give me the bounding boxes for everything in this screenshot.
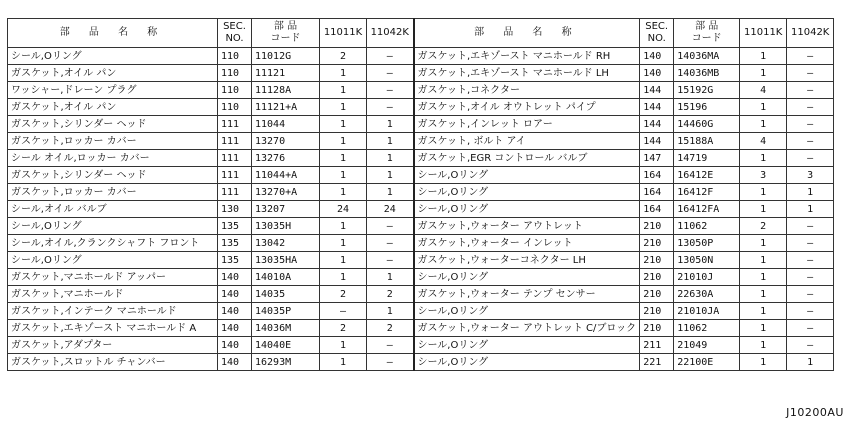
right-part-code: 13050N: [674, 252, 740, 269]
table-row: [8, 184, 834, 201]
left-sec-no: 140: [218, 303, 252, 320]
left-sec-no: 135: [218, 252, 252, 269]
left-part-name: ガスケット,アダプター: [8, 337, 218, 354]
table-row: [8, 252, 834, 269]
header-row: [8, 19, 834, 48]
right-part-code: 16412F: [674, 184, 740, 201]
table-row: [8, 167, 834, 184]
table-row: [8, 235, 834, 252]
right-qty-11011k: 3: [740, 167, 787, 184]
right-part-name: シール,Oリング: [414, 303, 640, 320]
right-part-name: ガスケット,エキゾースト マニホールド RH: [414, 48, 640, 65]
right-qty-11042k: –: [787, 235, 834, 252]
table-row: [8, 133, 834, 150]
right-qty-11042k: –: [787, 303, 834, 320]
right-part-code: 14719: [674, 150, 740, 167]
left-qty-11011k: 1: [320, 337, 367, 354]
parts-sheet: [7, 18, 834, 371]
right-qty-11042k: 1: [787, 184, 834, 201]
left-sec-no: 140: [218, 354, 252, 371]
right-qty-11011k: 1: [740, 269, 787, 286]
right-qty-11042k: –: [787, 252, 834, 269]
left-sec-no: 111: [218, 150, 252, 167]
left-part-name: ガスケット,マニホールド アッパー: [8, 269, 218, 286]
right-sec-no: 144: [640, 82, 674, 99]
left-part-code: 14035: [252, 286, 320, 303]
table-row: [8, 269, 834, 286]
left-part-name: シール,オイル バルブ: [8, 201, 218, 218]
header-part-code-right: 部 品 コード: [674, 19, 740, 48]
parts-table: [7, 18, 834, 371]
left-qty-11042k: –: [367, 99, 414, 116]
right-qty-11011k: 1: [740, 48, 787, 65]
left-qty-11011k: 1: [320, 82, 367, 99]
right-sec-no: 144: [640, 133, 674, 150]
right-qty-11011k: 1: [740, 252, 787, 269]
drawing-code: J10200AU: [786, 406, 844, 419]
right-qty-11042k: –: [787, 48, 834, 65]
right-sec-no: 210: [640, 218, 674, 235]
left-part-code: 13270+A: [252, 184, 320, 201]
right-qty-11042k: –: [787, 65, 834, 82]
right-part-code: 16412FA: [674, 201, 740, 218]
right-qty-11011k: 1: [740, 116, 787, 133]
right-qty-11011k: 1: [740, 201, 787, 218]
left-qty-11011k: 1: [320, 133, 367, 150]
right-sec-no: 164: [640, 184, 674, 201]
left-sec-no: 140: [218, 337, 252, 354]
right-sec-no: 140: [640, 48, 674, 65]
table-row: [8, 337, 834, 354]
left-part-name: ガスケット,オイル パン: [8, 65, 218, 82]
right-qty-11011k: 1: [740, 354, 787, 371]
left-qty-11011k: 1: [320, 269, 367, 286]
left-part-name: シール オイル,ロッカー カバー: [8, 150, 218, 167]
left-qty-11011k: 1: [320, 184, 367, 201]
right-qty-11011k: 2: [740, 218, 787, 235]
header-part-name: 部 品 名 称: [8, 19, 218, 48]
right-qty-11042k: –: [787, 82, 834, 99]
left-sec-no: 110: [218, 99, 252, 116]
left-sec-no: 111: [218, 184, 252, 201]
right-sec-no: 210: [640, 303, 674, 320]
left-qty-11042k: –: [367, 65, 414, 82]
right-sec-no: 164: [640, 201, 674, 218]
table-row: [8, 303, 834, 320]
left-part-code: 14010A: [252, 269, 320, 286]
left-part-code: 13276: [252, 150, 320, 167]
left-qty-11011k: 1: [320, 354, 367, 371]
left-sec-no: 140: [218, 320, 252, 337]
left-qty-11042k: 1: [367, 269, 414, 286]
left-qty-11042k: –: [367, 235, 414, 252]
right-part-name: ガスケット,EGR コントロール バルブ: [414, 150, 640, 167]
left-qty-11042k: –: [367, 252, 414, 269]
right-part-code: 11062: [674, 320, 740, 337]
left-part-code: 11121+A: [252, 99, 320, 116]
right-sec-no: 211: [640, 337, 674, 354]
left-qty-11042k: 2: [367, 320, 414, 337]
left-part-code: 14035P: [252, 303, 320, 320]
left-part-code: 16293M: [252, 354, 320, 371]
right-part-name: シール,Oリング: [414, 337, 640, 354]
left-sec-no: 110: [218, 65, 252, 82]
left-qty-11011k: 1: [320, 218, 367, 235]
right-part-name: シール,Oリング: [414, 184, 640, 201]
left-qty-11011k: 1: [320, 252, 367, 269]
left-qty-11042k: 24: [367, 201, 414, 218]
left-part-code: 11012G: [252, 48, 320, 65]
right-part-name: ガスケット,インレット ロアー: [414, 116, 640, 133]
right-qty-11011k: 1: [740, 65, 787, 82]
left-qty-11042k: 1: [367, 167, 414, 184]
left-part-code: 13042: [252, 235, 320, 252]
table-row: [8, 116, 834, 133]
left-sec-no: 111: [218, 167, 252, 184]
right-qty-11042k: –: [787, 116, 834, 133]
left-part-name: ガスケット,エキゾースト マニホールド A: [8, 320, 218, 337]
right-part-name: シール,Oリング: [414, 201, 640, 218]
left-part-name: ガスケット,オイル パン: [8, 99, 218, 116]
left-qty-11042k: –: [367, 337, 414, 354]
left-sec-no: 135: [218, 218, 252, 235]
left-part-name: シール,オイル,クランクシャフト フロント: [8, 235, 218, 252]
header-qty-11042k-right: 11042K: [787, 19, 834, 48]
right-part-code: 14036MB: [674, 65, 740, 82]
table-row: [8, 218, 834, 235]
right-qty-11042k: –: [787, 99, 834, 116]
right-qty-11042k: 1: [787, 201, 834, 218]
header-part-name-right: 部 品 名 称: [414, 19, 640, 48]
right-part-name: シール,Oリング: [414, 167, 640, 184]
right-part-code: 15196: [674, 99, 740, 116]
right-qty-11042k: –: [787, 133, 834, 150]
header-qty-11042k: 11042K: [367, 19, 414, 48]
right-sec-no: 144: [640, 99, 674, 116]
left-sec-no: 110: [218, 82, 252, 99]
left-qty-11011k: 2: [320, 320, 367, 337]
right-part-code: 16412E: [674, 167, 740, 184]
left-part-name: ワッシャー,ドレーン プラグ: [8, 82, 218, 99]
left-qty-11011k: 1: [320, 99, 367, 116]
right-part-code: 11062: [674, 218, 740, 235]
left-part-name: ガスケット,ロッカー カバー: [8, 133, 218, 150]
right-qty-11011k: 4: [740, 82, 787, 99]
right-qty-11042k: 1: [787, 354, 834, 371]
left-qty-11042k: 1: [367, 303, 414, 320]
right-part-name: シール,Oリング: [414, 354, 640, 371]
left-qty-11042k: 1: [367, 150, 414, 167]
right-part-name: シール,Oリング: [414, 269, 640, 286]
header-qty-11011k: 11011K: [320, 19, 367, 48]
left-part-code: 11128A: [252, 82, 320, 99]
header-part-code: 部 品 コード: [252, 19, 320, 48]
header-sec-no: SEC. NO.: [218, 19, 252, 48]
left-qty-11011k: 24: [320, 201, 367, 218]
right-part-name: ガスケット,ウォーター テンプ センサー: [414, 286, 640, 303]
left-qty-11011k: 2: [320, 48, 367, 65]
table-row: [8, 286, 834, 303]
left-qty-11011k: 1: [320, 65, 367, 82]
left-part-name: ガスケット,インテーク マニホールド: [8, 303, 218, 320]
left-qty-11011k: 1: [320, 150, 367, 167]
left-qty-11011k: –: [320, 303, 367, 320]
left-part-name: ガスケット,ロッカー カバー: [8, 184, 218, 201]
left-qty-11042k: 1: [367, 116, 414, 133]
header-sec-no-right: SEC. NO.: [640, 19, 674, 48]
right-part-name: ガスケット,ウォーター インレット: [414, 235, 640, 252]
left-part-code: 13035H: [252, 218, 320, 235]
left-qty-11042k: 1: [367, 133, 414, 150]
right-sec-no: 147: [640, 150, 674, 167]
right-qty-11011k: 1: [740, 337, 787, 354]
left-qty-11011k: 1: [320, 167, 367, 184]
left-sec-no: 111: [218, 133, 252, 150]
left-part-code: 13207: [252, 201, 320, 218]
right-part-code: 15192G: [674, 82, 740, 99]
right-qty-11042k: –: [787, 218, 834, 235]
right-part-code: 15188A: [674, 133, 740, 150]
left-part-name: ガスケット,マニホールド: [8, 286, 218, 303]
left-sec-no: 111: [218, 116, 252, 133]
right-sec-no: 210: [640, 269, 674, 286]
left-part-code: 13035HA: [252, 252, 320, 269]
table-row: [8, 48, 834, 65]
right-qty-11011k: 1: [740, 150, 787, 167]
left-qty-11042k: –: [367, 48, 414, 65]
table-row: [8, 320, 834, 337]
table-row: [8, 354, 834, 371]
left-part-code: 14040E: [252, 337, 320, 354]
right-part-code: 21010J: [674, 269, 740, 286]
table-row: [8, 99, 834, 116]
left-qty-11042k: –: [367, 82, 414, 99]
right-sec-no: 210: [640, 320, 674, 337]
left-qty-11011k: 1: [320, 235, 367, 252]
right-qty-11011k: 1: [740, 320, 787, 337]
left-qty-11042k: –: [367, 354, 414, 371]
right-part-name: ガスケット,ウォーター アウトレット: [414, 218, 640, 235]
left-sec-no: 135: [218, 235, 252, 252]
left-sec-no: 130: [218, 201, 252, 218]
left-part-name: ガスケット,スロットル チャンバー: [8, 354, 218, 371]
right-qty-11042k: –: [787, 269, 834, 286]
left-qty-11011k: 1: [320, 116, 367, 133]
right-part-code: 22630A: [674, 286, 740, 303]
right-part-name: ガスケット,エキゾースト マニホールド LH: [414, 65, 640, 82]
right-sec-no: 144: [640, 116, 674, 133]
left-part-name: シール,Oリング: [8, 252, 218, 269]
right-part-code: 13050P: [674, 235, 740, 252]
right-qty-11011k: 1: [740, 184, 787, 201]
right-part-code: 14460G: [674, 116, 740, 133]
right-qty-11042k: –: [787, 320, 834, 337]
right-sec-no: 140: [640, 65, 674, 82]
right-qty-11011k: 1: [740, 286, 787, 303]
right-qty-11011k: 1: [740, 235, 787, 252]
right-part-name: ガスケット,ウォーター アウトレット C/ブロック: [414, 320, 640, 337]
header-qty-11011k-right: 11011K: [740, 19, 787, 48]
right-qty-11042k: –: [787, 337, 834, 354]
left-part-name: シール,Oリング: [8, 48, 218, 65]
right-sec-no: 221: [640, 354, 674, 371]
left-part-code: 11121: [252, 65, 320, 82]
left-qty-11042k: 1: [367, 184, 414, 201]
right-part-name: ガスケット,ウォーターコネクター LH: [414, 252, 640, 269]
left-part-name: ガスケット,シリンダー ヘッド: [8, 167, 218, 184]
table-row: [8, 201, 834, 218]
right-qty-11042k: 3: [787, 167, 834, 184]
right-part-code: 21049: [674, 337, 740, 354]
right-qty-11042k: –: [787, 150, 834, 167]
left-part-code: 14036M: [252, 320, 320, 337]
right-part-code: 21010JA: [674, 303, 740, 320]
left-sec-no: 110: [218, 48, 252, 65]
table-row: [8, 65, 834, 82]
right-part-code: 14036MA: [674, 48, 740, 65]
right-part-name: ガスケット,オイル オウトレット パイプ: [414, 99, 640, 116]
right-sec-no: 210: [640, 252, 674, 269]
left-qty-11042k: –: [367, 218, 414, 235]
left-qty-11011k: 2: [320, 286, 367, 303]
right-sec-no: 210: [640, 235, 674, 252]
right-qty-11042k: –: [787, 286, 834, 303]
right-part-name: ガスケット, ボルト アイ: [414, 133, 640, 150]
left-part-code: 13270: [252, 133, 320, 150]
left-sec-no: 140: [218, 269, 252, 286]
right-qty-11011k: 1: [740, 99, 787, 116]
right-qty-11011k: 1: [740, 303, 787, 320]
right-sec-no: 164: [640, 167, 674, 184]
left-part-code: 11044: [252, 116, 320, 133]
left-part-code: 11044+A: [252, 167, 320, 184]
left-qty-11042k: 2: [367, 286, 414, 303]
right-part-name: ガスケット,コネクター: [414, 82, 640, 99]
left-sec-no: 140: [218, 286, 252, 303]
right-sec-no: 210: [640, 286, 674, 303]
left-part-name: シール,Oリング: [8, 218, 218, 235]
right-qty-11011k: 4: [740, 133, 787, 150]
table-row: [8, 82, 834, 99]
left-part-name: ガスケット,シリンダー ヘッド: [8, 116, 218, 133]
right-part-code: 22100E: [674, 354, 740, 371]
table-row: [8, 150, 834, 167]
